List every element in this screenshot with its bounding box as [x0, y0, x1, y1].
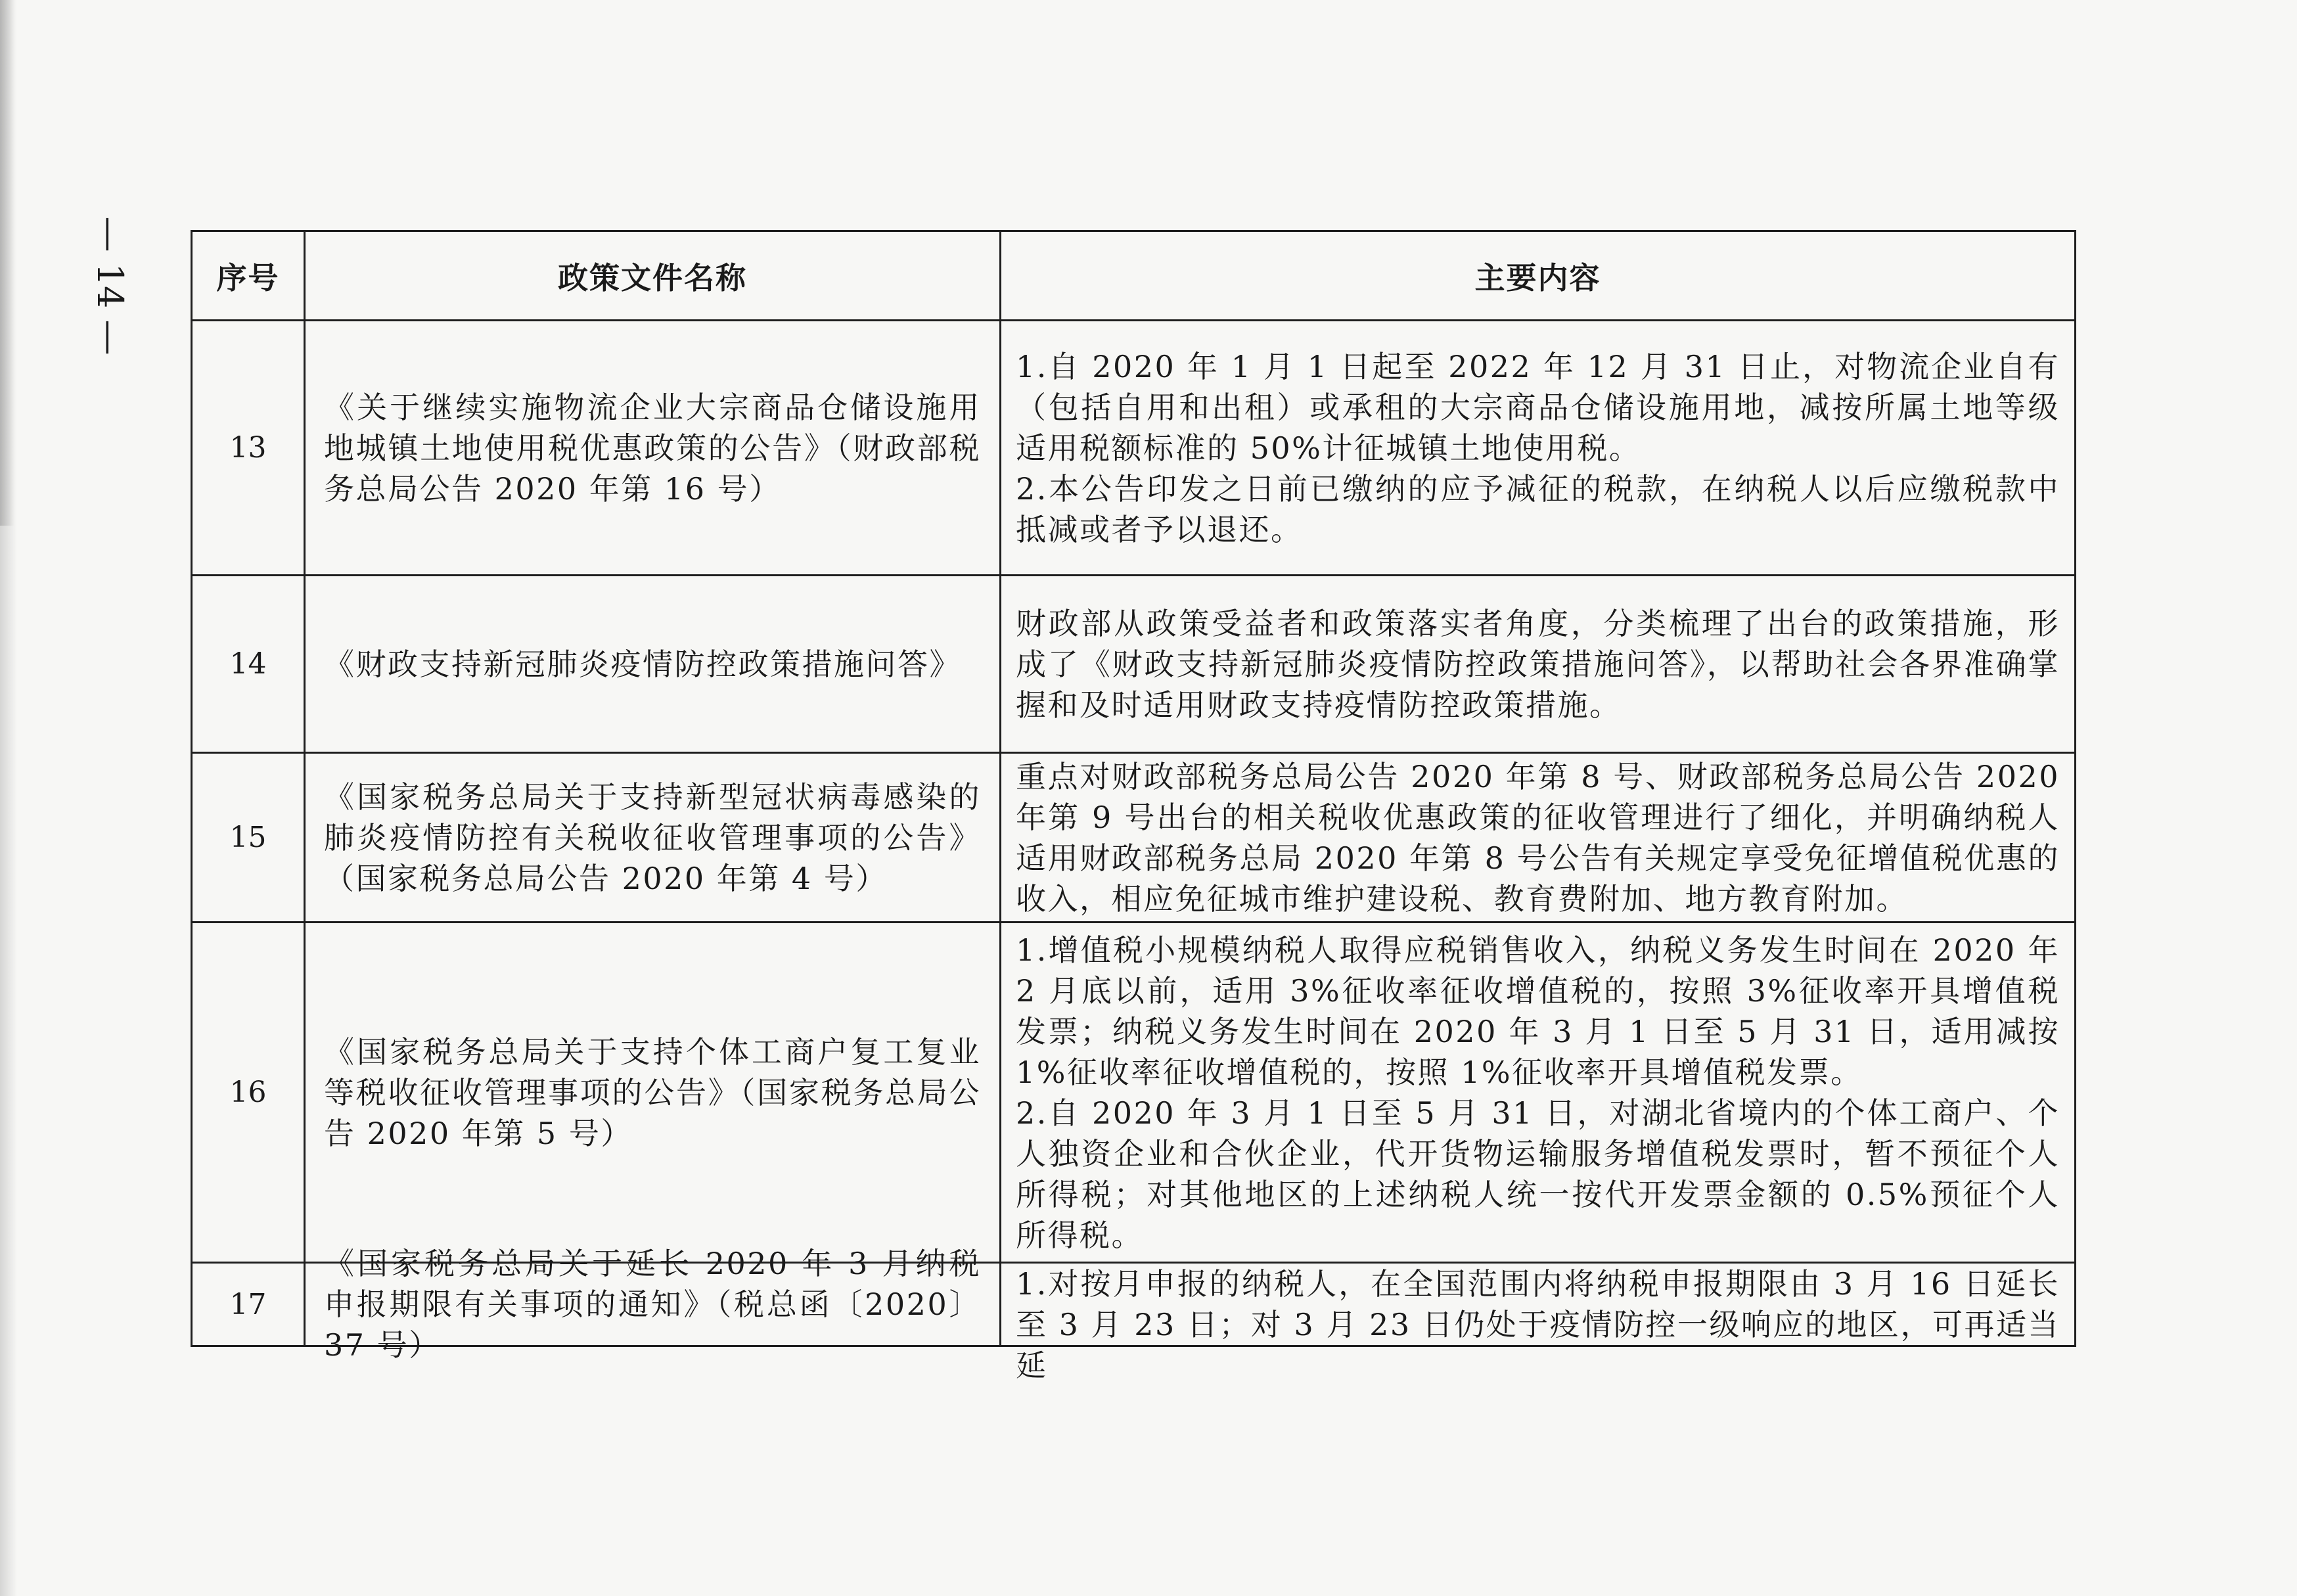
policy-content-text	[1016, 603, 2060, 725]
policy-content-text	[1016, 1264, 2060, 1386]
policy-name-text: 《国家税务总局关于延长 2020 年 3 月纳税申报期限有关事项的通知》（税总函〔2020〕37 号）	[324, 1246, 981, 1363]
row-index-cell: 14	[193, 576, 306, 754]
row-index-cell: 17	[193, 1264, 306, 1347]
policy-content-cell	[1001, 754, 2076, 923]
content-paragraph: 1.对按月申报的纳税人，在全国范围内将纳税申报期限由 3 月 16 日延长至 3 月 23 日；对 3 月 23 日仍处于疫情防控一级响应的地区，可再适当延	[1016, 1266, 2060, 1383]
content-paragraph: 1.自 2020 年 1 月 1 日起至 2022 年 12 月 31 日止，对物流企业自有（包括自用和出租）或承租的大宗商品仓储设施用地，减按所属土地等级适用税额标准的 50%计征城镇土地使用税。	[1016, 348, 2060, 466]
policy-name-text: 《国家税务总局关于支持个体工商户复工复业等税收征收管理事项的公告》（国家税务总局公告 2020 年第 5 号）	[324, 1034, 981, 1151]
content-paragraph: 重点对财政部税务总局公告 2020 年第 8 号、财政部税务总局公告 2020 年第 9 号出台的相关税收优惠政策的征收管理进行了细化，并明确纳税人适用财政部税务总局 2020 年第 8 号公告有关规定享受免征增值税优惠的收入，相应免征城市维护建设税、教育费附加、地方教育附加。	[1016, 758, 2060, 917]
policy-name-cell	[306, 1246, 1001, 1363]
row-index-cell: 16	[193, 923, 306, 1264]
content-paragraph: 1.增值税小规模纳税人取得应税销售收入，纳税义务发生时间在 2020 年 2 月底以前，适用 3%征收率征收增值税的，按照 3%征收率开具增值税发票；纳税义务发生时间在 2020 年 3 月 1 日至 5 月 31 日，适用减按 1%征收率征收增值税的，按照 1%征收率开具增值税发票。	[1016, 932, 2060, 1090]
page-number: — 14 —	[89, 216, 131, 355]
policy-name-text: 《国家税务总局关于支持新型冠状病毒感染的肺炎疫情防控有关税收征收管理事项的公告》（国家税务总局公告 2020 年第 4 号）	[324, 779, 981, 896]
policy-name-text: 《财政支持新冠肺炎疫情防控政策措施问答》	[324, 646, 961, 682]
scan-edge-shadow-top	[0, 0, 14, 526]
policy-name-cell	[306, 321, 1001, 576]
policy-content-text	[1016, 756, 2060, 919]
policy-name-text: 《关于继续实施物流企业大宗商品仓储设施用地城镇土地使用税优惠政策的公告》（财政部税务总局公告 2020 年第 16 号）	[324, 389, 981, 507]
content-paragraph: 财政部从政策受益者和政策落实者角度，分类梳理了出台的政策措施，形成了《财政支持新冠肺炎疫情防控政策措施问答》，以帮助社会各界准确掌握和及时适用财政支持疫情防控政策措施。	[1016, 605, 2060, 723]
policy-content-cell	[1001, 1264, 2076, 1383]
row-index-cell: 13	[193, 321, 306, 576]
policy-content-cell	[1001, 576, 2076, 754]
content-paragraph: 2.本公告印发之日前已缴纳的应予减征的税款，在纳税人以后应缴税款中抵减或者予以退还。	[1016, 470, 2060, 547]
policy-table	[191, 230, 2076, 1383]
content-paragraph: 2.自 2020 年 3 月 1 日至 5 月 31 日，对湖北省境内的个体工商户、个人独资企业和合伙企业，代开货物运输服务增值税发票时，暂不预征个人所得税；对其他地区的上述纳税人统一按代开发票金额的 0.5%预征个人所得税。	[1016, 1095, 2060, 1253]
policy-content-text	[1016, 346, 2060, 550]
policy-content-cell	[1001, 923, 2076, 1264]
policy-name-cell	[306, 754, 1001, 923]
header-cell-index: 序号	[193, 232, 306, 321]
policy-name-cell	[306, 923, 1001, 1264]
policy-content-cell	[1001, 321, 2076, 576]
row-index-cell: 15	[193, 754, 306, 923]
header-cell-content: 主要内容	[1001, 232, 2076, 321]
header-cell-name: 政策文件名称	[306, 232, 1001, 321]
policy-content-text	[1016, 930, 2060, 1256]
policy-name-cell	[306, 576, 1001, 754]
